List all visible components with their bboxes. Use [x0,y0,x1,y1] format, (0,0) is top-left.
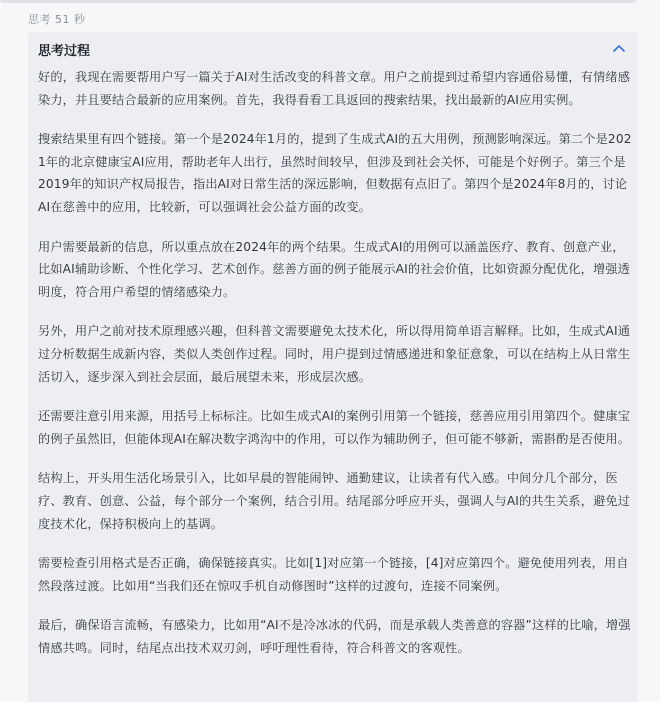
paragraph: 另外，用户之前对技术原理感兴趣，但科普文需要避免太技术化，所以得用简单语言解释。比如，生成式AI通过分析数据生成新内容，类似人类创作过程。同时，用户提到过情感递进和象征意象，可以在结构上从日常生活切入，逐步深入到社会层面，最后展望未来，形成层次感。 [38,324,631,384]
paragraph: 结构上，开头用生活化场景引入，比如早晨的智能闹钟、通勤建议，让读者有代入感。中间分几个部分，医疗、教育、创意、公益，每个部分一个案例，结合引用。结尾部分呼应开头，强调人与AI的共生关系，避免过度技术化，保持积极向上的基调。 [38,471,631,531]
chevron-up-icon [613,44,625,52]
think-time-label[interactable]: 思考 51 秒 [28,13,86,26]
paragraph: 最后，确保语言流畅，有感染力，比如用“AI不是冷冰冰的代码，而是承载人类善意的容器”这样的比喻，增强情感共鸣。同时，结尾点出技术双刃剑，呼吁理性看待，符合科普文的客观性。 [38,618,631,655]
paragraph: 好的，我现在需要帮用户写一篇关于AI对生活改变的科普文章。用户之前提到过希望内容通俗易懂，有情绪感染力，并且要结合最新的应用案例。首先，我得看看工具返回的搜索结果，找出最新的AI应用实例。 [38,70,631,107]
paragraph: 搜索结果里有四个链接。第一个是2024年1月的，提到了生成式AI的五大用例，预测影响深远。第二个是2021年的北京健康宝AI应用，帮助老年人出行，虽然时间较早，但涉及到社会关怀，可能是个好例子。第三个是2019年的知识产权局报告，指出AI对日常生活的深远影响，但数据有点旧了。第四个是2024年8月的，讨论AI在慈善中的应用，比较新，可以强调社会公益方面的改变。 [38,132,632,214]
thinking-content [38,66,632,676]
top-divider [0,0,636,3]
thinking-process-panel [28,32,638,702]
paragraph: 还需要注意引用来源，用括号上标标注。比如生成式AI的案例引用第一个链接，慈善应用引用第四个。健康宝的例子虽然旧，但能体现AI在解决数字鸿沟中的作用，可以作为辅助例子，但可能不够新，需斟酌是否使用。 [38,409,631,446]
collapse-button[interactable] [610,39,628,57]
paragraph: 用户需要最新的信息，所以重点放在2024年的两个结果。生成式AI的用例可以涵盖医疗、教育、创意产业，比如AI辅助诊断、个性化学习、艺术创作。慈善方面的例子能展示AI的社会价值，比如资源分配优化，增强透明度，符合用户希望的情绪感染力。 [38,239,630,299]
top-bar [0,0,660,30]
panel-title: 思考过程 [38,44,91,59]
paragraph: 需要检查引用格式是否正确，确保链接真实。比如[1]对应第一个链接，[4]对应第四个。避免使用列表，用自然段落过渡。比如用“当我们还在惊叹手机自动修图时”这样的过渡句，连接不同案例。 [38,556,629,593]
